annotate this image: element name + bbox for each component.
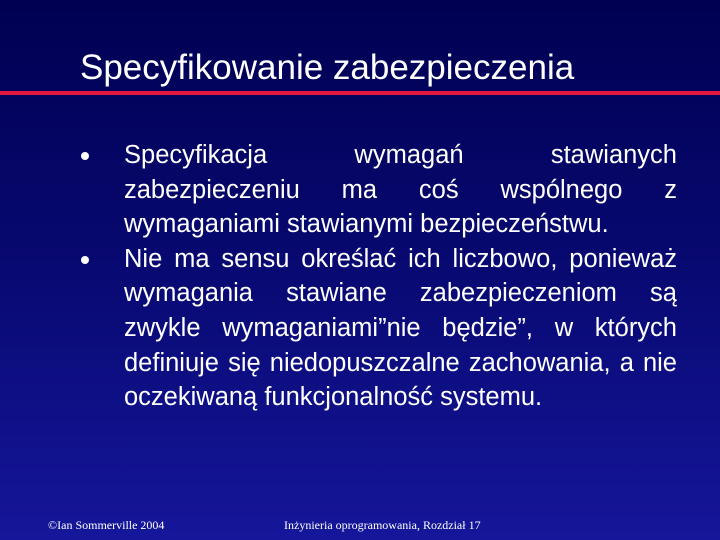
footer-copyright: ©Ian Sommerville 2004: [48, 518, 165, 532]
bullet-item-no-quantification: [124, 242, 677, 415]
title-underline: [0, 91, 720, 95]
bullet-list: [124, 138, 677, 415]
bullet-text: Nie ma sensu określać ich liczbowo, ponieważ wymagania stawiane zabezpieczeniom są zwykle wymaganiami”nie będzie”, w których definiuje się niedopuszczalne zachowania, a nie oczekiwaną funkcjonalność systemu.: [124, 244, 677, 412]
bullet-dot-icon: [81, 152, 89, 160]
slide-title: Specyfikowanie zabezpieczenia: [80, 48, 575, 87]
footer-course: Inżynieria oprogramowania, Rozdział 17: [284, 518, 481, 532]
bullet-dot-icon: [81, 256, 89, 264]
bullet-item-security-spec: [124, 138, 677, 242]
bullet-text: Specyfikacja wymagań stawianych zabezpieczeniu ma coś wspólnego z wymaganiami stawianymi bezpieczeństwu.: [124, 141, 677, 239]
